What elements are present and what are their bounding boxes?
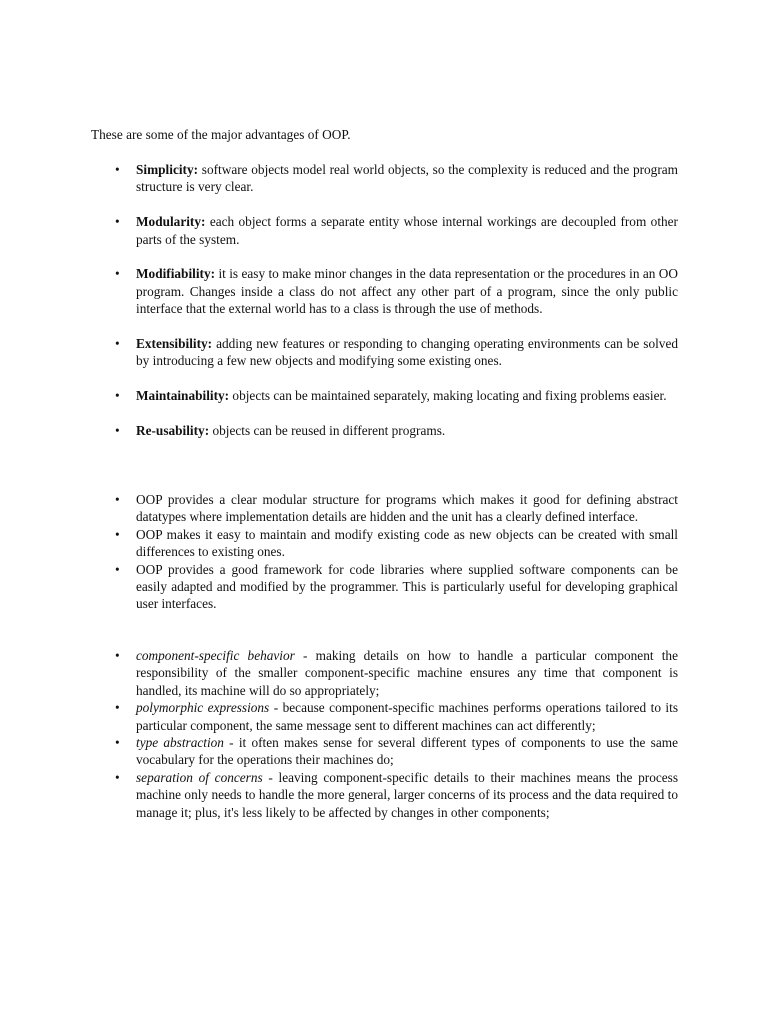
- advantage-text: objects can be reused in different programs.: [212, 423, 446, 439]
- behaviors-list: [136, 647, 678, 821]
- behavior-item: [136, 647, 678, 699]
- advantage-term: Modifiability:: [136, 266, 216, 282]
- behavior-text: - because component-specific machines performs operations tailored to its particular component, the same message sent to different machines can act differently;: [136, 700, 679, 733]
- advantage-item: [136, 161, 678, 196]
- behavior-term: polymorphic expressions: [136, 700, 270, 716]
- advantage-term: Simplicity:: [136, 162, 199, 177]
- advantage-term: Modularity:: [136, 214, 206, 230]
- advantage-item: [136, 335, 678, 370]
- advantage-text: it is easy to make minor changes in the data representation or the procedures in an OO program. Changes inside a class do not affect any other part of a program, since the only public interface that the external world has to a class is through the use of methods.: [136, 266, 679, 317]
- advantage-term: Extensibility:: [136, 336, 213, 352]
- advantages-list: [136, 161, 678, 457]
- behavior-term: component-specific behavior: [136, 648, 295, 663]
- behavior-term: separation of concerns: [136, 769, 263, 785]
- advantage-item: [136, 265, 678, 317]
- advantage-text: objects can be maintained separately, making locating and fixing problems easier.: [232, 388, 667, 404]
- oop-points-list: [136, 491, 678, 613]
- behavior-item: [136, 769, 678, 821]
- behavior-term: type abstraction: [136, 735, 224, 751]
- behavior-text: - making details on how to handle a particular component the responsibility of the smaller component-specific machine ensures any time that component is handled, its machine will do so appropriately;: [136, 648, 678, 698]
- advantage-text: each object forms a separate entity whose internal workings are decoupled from other parts of the system.: [136, 214, 678, 247]
- behavior-item: [136, 699, 678, 734]
- oop-point-item: • OOP provides a clear modular structure for programs which makes it good for defining abstract datatypes where implementation details are hidden and the unit has a clearly defined interface.: [136, 491, 678, 526]
- behavior-item: [136, 734, 678, 769]
- oop-point-item: • OOP makes it easy to maintain and modify existing code as new objects can be created with small differences to existing ones.: [136, 526, 678, 561]
- advantage-text: adding new features or responding to changing operating environments can be solved by introducing a few new objects and modifying some existing ones.: [136, 336, 678, 369]
- oop-point-item: • OOP provides a good framework for code libraries where supplied software components can be easily adapted and modified by the programmer. This is particularly useful for developing graphical user interfaces.: [136, 561, 678, 613]
- advantage-item: [136, 422, 678, 439]
- advantage-term: Maintainability:: [136, 388, 230, 404]
- advantage-term: Re-usability:: [136, 423, 210, 439]
- intro-paragraph: These are some of the major advantages of OOP.: [91, 127, 351, 142]
- advantage-item: [136, 213, 678, 248]
- advantage-item: [136, 387, 678, 404]
- behavior-text: - leaving component-specific details to their machines means the process machine only needs to handle the more general, larger concerns of its process and the data required to manage it; plus, it's less likely to be affected by changes in other components;: [136, 769, 679, 820]
- behavior-text: - it often makes sense for several different types of components to use the same vocabulary for the operations their machines do;: [136, 735, 678, 768]
- advantage-text: software objects model real world objects, so the complexity is reduced and the program structure is very clear.: [136, 162, 678, 195]
